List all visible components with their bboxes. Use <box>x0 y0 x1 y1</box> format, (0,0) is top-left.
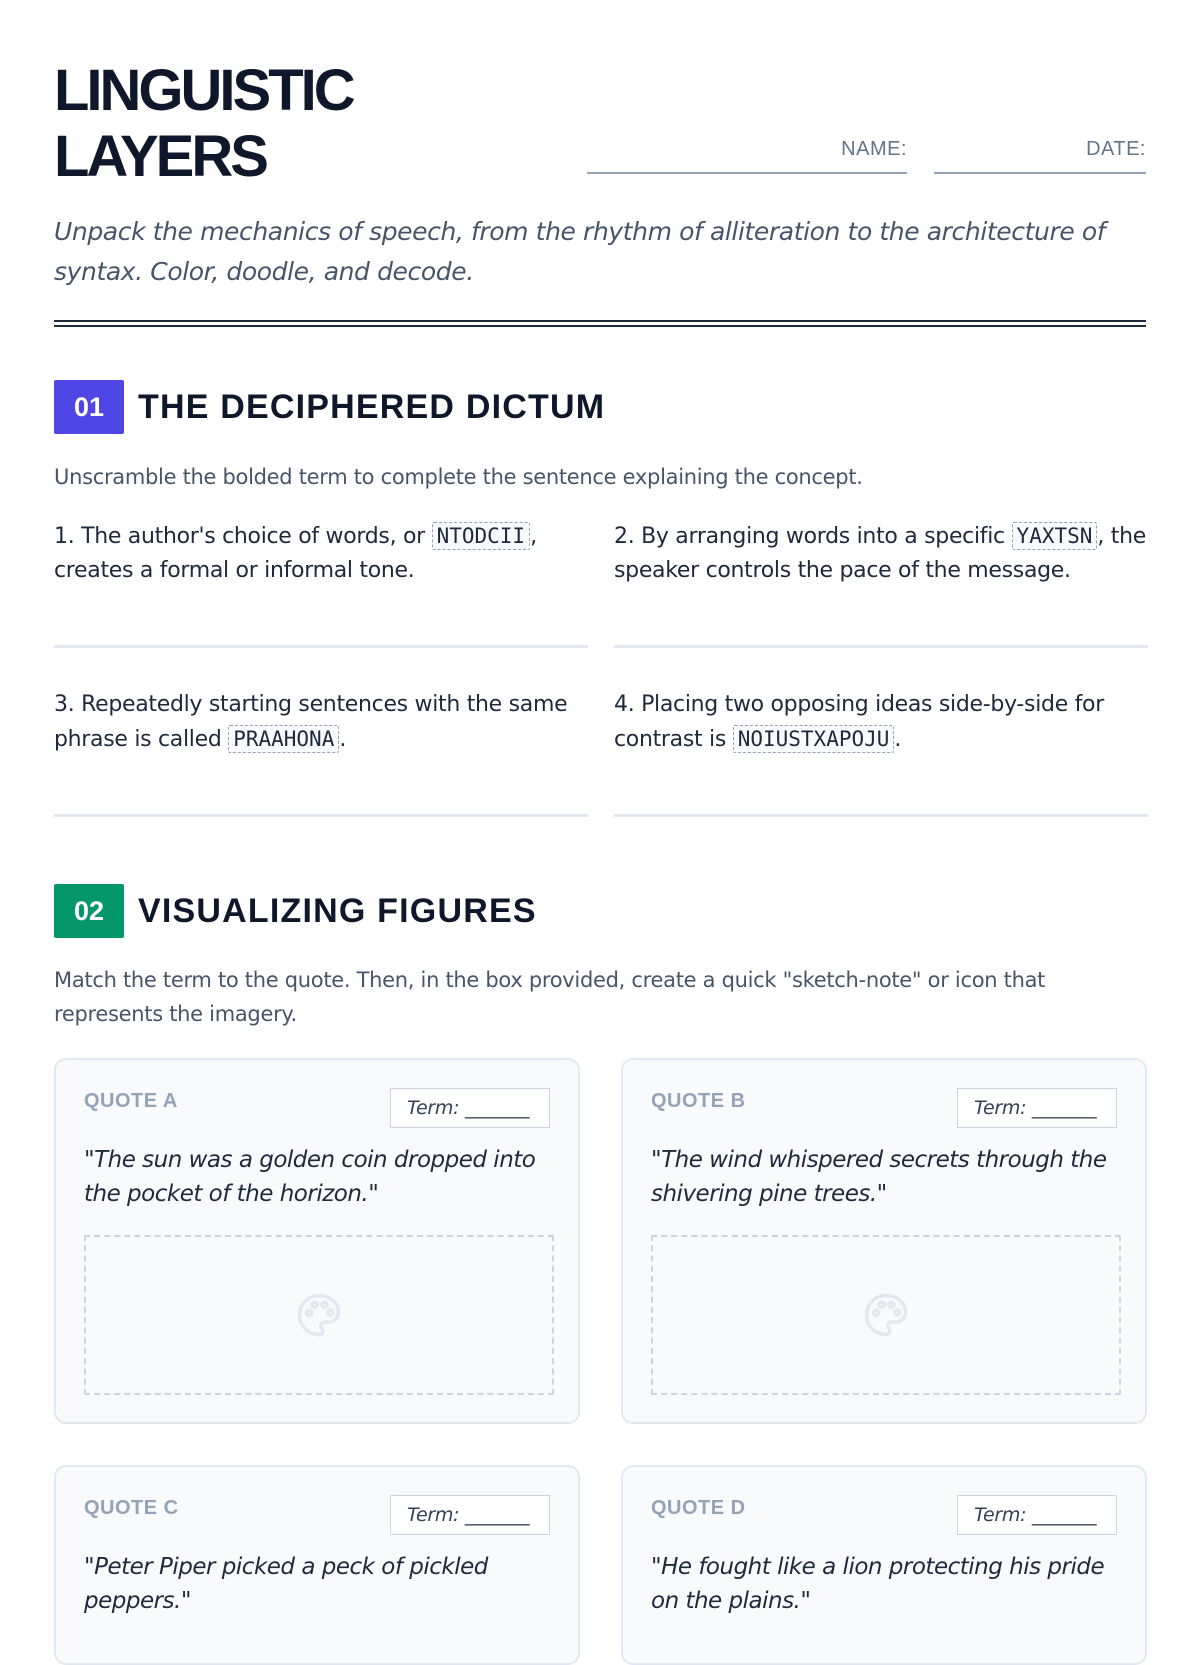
question-text: , the speaker controls the pace of the message. <box>614 524 1146 583</box>
palette-icon <box>293 1289 345 1341</box>
quote-card-a <box>54 1058 580 1424</box>
quote-text: "The wind whispered secrets through the shivering pine trees." <box>651 1147 1107 1207</box>
quote-text: "The sun was a golden coin dropped into the pocket of the horizon." <box>84 1147 536 1207</box>
scrambled-term: NOIUSTXAPOJU <box>733 725 895 753</box>
section-2-header <box>54 884 537 938</box>
scrambled-term: PRAAHONA <box>228 725 339 753</box>
term-input[interactable]: Term: _______ <box>390 1088 550 1128</box>
term-input[interactable]: Term: _______ <box>390 1495 550 1535</box>
question-3 <box>54 688 588 757</box>
header-divider <box>54 325 1146 327</box>
date-label: DATE: <box>1086 138 1146 160</box>
quote-card-b <box>621 1058 1147 1424</box>
question-text: . <box>339 727 347 752</box>
name-label: NAME: <box>841 138 907 160</box>
quote-label: QUOTE B <box>651 1090 746 1112</box>
title-line-1: LINGUISTIC <box>54 58 353 123</box>
section-1-title: THE DECIPHERED DICTUM <box>138 387 606 426</box>
quote-text: "He fought like a lion protecting his pride on the plains." <box>651 1554 1105 1614</box>
question-4 <box>614 688 1148 757</box>
question-2 <box>614 519 1148 588</box>
section-2-title: VISUALIZING FIGURES <box>138 891 537 930</box>
answer-line-4[interactable] <box>614 814 1148 817</box>
sketch-box[interactable] <box>651 1235 1121 1395</box>
sketch-box[interactable] <box>84 1235 554 1395</box>
scrambled-term: NTODCII <box>432 522 531 550</box>
section-1-number: 01 <box>54 380 124 434</box>
quote-label: QUOTE D <box>651 1497 746 1519</box>
name-field[interactable] <box>587 124 907 174</box>
question-text: 3. Repeatedly starting sentences with the same phrase is called <box>54 692 568 752</box>
term-input[interactable]: Term: _______ <box>957 1495 1117 1535</box>
title-line-2: LAYERS <box>54 124 266 189</box>
worksheet-title <box>54 58 534 190</box>
quote-label: QUOTE C <box>84 1497 179 1519</box>
question-text: 1. The author's choice of words, or <box>54 524 432 549</box>
term-input[interactable]: Term: _______ <box>957 1088 1117 1128</box>
scrambled-term: YAXTSN <box>1012 522 1098 550</box>
question-1 <box>54 519 588 588</box>
date-field[interactable] <box>934 124 1146 174</box>
intro-text: Unpack the mechanics of speech, from the rhythm of alliteration to the architecture of syntax. Color, doodle, and decode. <box>54 217 1106 286</box>
section-2-instructions: Match the term to the quote. Then, in the box provided, create a quick "sketch-note" or icon that represents the imagery. <box>54 968 1046 1026</box>
question-text: 4. Placing two opposing ideas side-by-side for contrast is <box>614 692 1104 752</box>
section-1-instructions: Unscramble the bolded term to complete the sentence explaining the concept. <box>54 465 863 489</box>
quote-text: "Peter Piper picked a peck of pickled peppers." <box>84 1554 488 1614</box>
answer-line-1[interactable] <box>54 645 588 648</box>
section-2-number: 02 <box>54 884 124 938</box>
question-text: , creates a formal or informal tone. <box>54 524 537 583</box>
worksheet <box>54 0 1146 1614</box>
quote-label: QUOTE A <box>84 1090 178 1112</box>
question-text: 2. By arranging words into a specific <box>614 524 1012 549</box>
quote-card-c <box>54 1465 580 1665</box>
palette-icon <box>860 1289 912 1341</box>
question-text: . <box>894 727 902 752</box>
answer-line-3[interactable] <box>54 814 588 817</box>
section-1-header <box>54 380 605 434</box>
quote-card-d <box>621 1465 1147 1665</box>
answer-line-2[interactable] <box>614 645 1148 648</box>
header-divider <box>54 320 1146 322</box>
